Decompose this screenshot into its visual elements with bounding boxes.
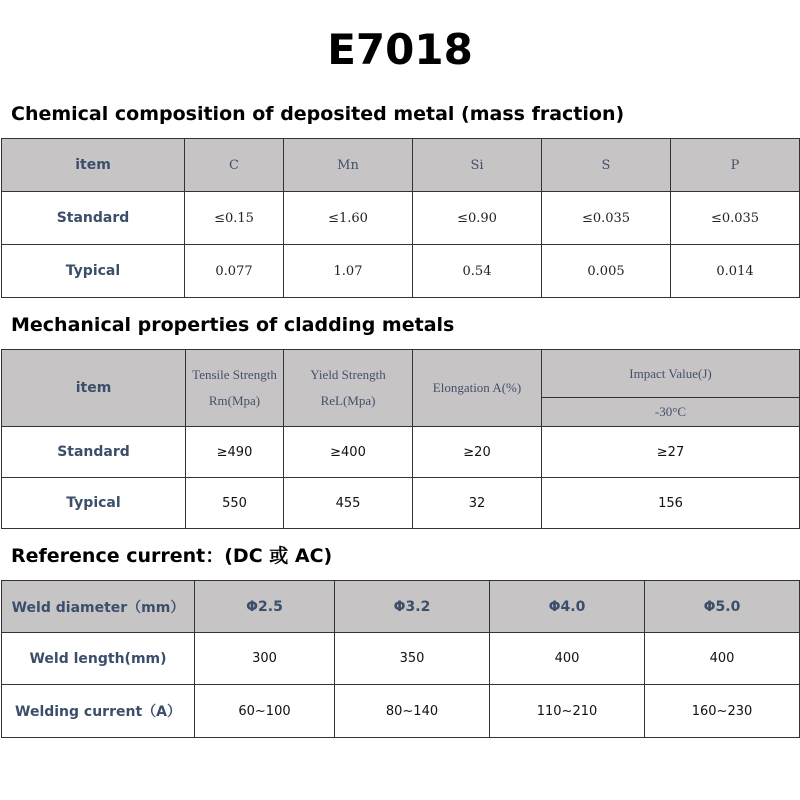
chem-header-si: Si <box>413 139 542 192</box>
chem-header-mn: Mn <box>284 139 413 192</box>
cell-value: ≥400 <box>284 427 413 478</box>
cell-value: 0.014 <box>671 245 800 298</box>
cell-value: ≥20 <box>413 427 542 478</box>
cell-value: 156 <box>542 478 800 529</box>
cell-value: 60~100 <box>195 685 335 738</box>
ref-header-d25: Φ2.5 <box>195 581 335 633</box>
row-label: Typical <box>2 245 185 298</box>
cell-value: 300 <box>195 633 335 685</box>
mech-header-elongation: Elongation A(%) <box>413 350 542 427</box>
ref-table <box>1 580 800 738</box>
chem-heading: Chemical composition of deposited metal (mass fraction) <box>11 103 625 125</box>
cell-value: 1.07 <box>284 245 413 298</box>
row-label: Standard <box>2 192 185 245</box>
mech-row-standard <box>2 427 800 478</box>
mech-header-row <box>2 350 800 398</box>
cell-value: 160~230 <box>645 685 800 738</box>
cell-value: ≤0.15 <box>185 192 284 245</box>
chem-header-c: C <box>185 139 284 192</box>
chem-header-row <box>2 139 800 192</box>
ref-header-diameter: Weld diameter（mm） <box>2 581 195 633</box>
cell-value: 80~140 <box>335 685 490 738</box>
chem-header-p: P <box>671 139 800 192</box>
ref-heading: Reference current：(DC 或 AC) <box>11 545 333 567</box>
cell-value: ≤0.035 <box>542 192 671 245</box>
mech-header-tensile: Tensile Strength Rm(Mpa) <box>186 350 284 427</box>
mech-header-item: item <box>2 350 186 427</box>
chem-header-s: S <box>542 139 671 192</box>
cell-value: 0.005 <box>542 245 671 298</box>
cell-value: 32 <box>413 478 542 529</box>
mech-header-temp: -30°C <box>542 398 800 427</box>
cell-value: 0.077 <box>185 245 284 298</box>
ref-header-d40: Φ4.0 <box>490 581 645 633</box>
ref-header-d50: Φ5.0 <box>645 581 800 633</box>
chem-row-standard <box>2 192 800 245</box>
chem-row-typical <box>2 245 800 298</box>
mech-row-typical <box>2 478 800 529</box>
row-label: Standard <box>2 427 186 478</box>
cell-value: ≥490 <box>186 427 284 478</box>
cell-value: ≥27 <box>542 427 800 478</box>
row-label: Weld length(mm) <box>2 633 195 685</box>
cell-value: 550 <box>186 478 284 529</box>
chem-header-item: item <box>2 139 185 192</box>
cell-value: 455 <box>284 478 413 529</box>
chem-table <box>1 138 800 298</box>
mech-header-impact: Impact Value(J) <box>542 350 800 398</box>
cell-value: 400 <box>645 633 800 685</box>
ref-header-d32: Φ3.2 <box>335 581 490 633</box>
mech-heading: Mechanical properties of cladding metals <box>11 314 455 336</box>
cell-value: ≤0.90 <box>413 192 542 245</box>
cell-value: 110~210 <box>490 685 645 738</box>
cell-value: 350 <box>335 633 490 685</box>
ref-row-current <box>2 685 800 738</box>
cell-value: ≤0.035 <box>671 192 800 245</box>
cell-value: 400 <box>490 633 645 685</box>
page-title: E7018 <box>327 25 473 74</box>
mech-header-yield: Yield Strength ReL(Mpa) <box>284 350 413 427</box>
cell-value: 0.54 <box>413 245 542 298</box>
row-label: Welding current（A） <box>2 685 195 738</box>
ref-row-length <box>2 633 800 685</box>
row-label: Typical <box>2 478 186 529</box>
ref-header-row <box>2 581 800 633</box>
mech-table <box>1 349 800 529</box>
cell-value: ≤1.60 <box>284 192 413 245</box>
